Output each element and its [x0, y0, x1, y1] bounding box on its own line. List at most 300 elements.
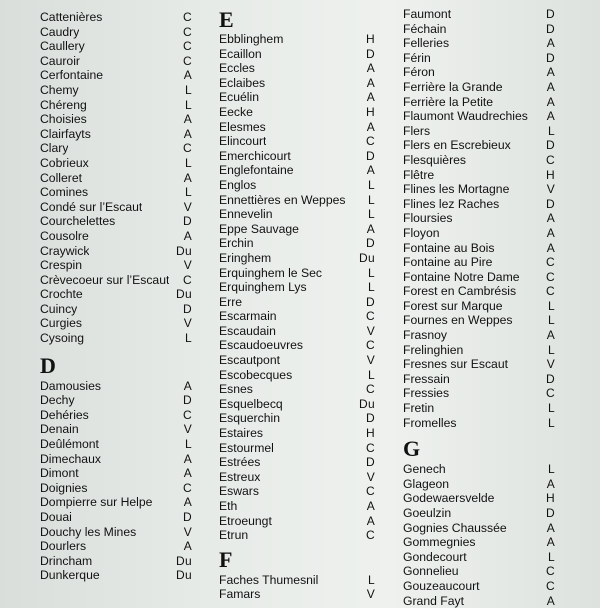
commune-name: Floyon — [403, 225, 440, 240]
commune-entry — [219, 222, 375, 237]
commune-name: Esnes — [219, 382, 253, 397]
district-code: L — [548, 415, 555, 430]
commune-entry — [219, 193, 375, 208]
commune-entry — [219, 32, 375, 47]
district-code: V — [183, 422, 192, 437]
commune-entry — [40, 422, 192, 437]
district-code: L — [185, 437, 192, 452]
commune-entry — [403, 594, 555, 608]
district-code: L — [368, 265, 375, 280]
commune-name: Dourlers — [40, 539, 87, 554]
commune-name: Dimont — [40, 466, 79, 481]
commune-name: Caullery — [40, 39, 85, 54]
commune-name: Dunkerque — [40, 568, 100, 583]
commune-name: Felleries — [403, 36, 450, 51]
district-code: Du — [176, 287, 192, 302]
district-code: D — [366, 236, 375, 251]
commune-name: Crochte — [40, 287, 83, 302]
district-code: A — [546, 476, 555, 491]
district-code: C — [183, 39, 192, 54]
commune-name: Colleret — [40, 170, 82, 185]
commune-name: Crèvecoeur sur l’Escaut — [40, 272, 170, 287]
commune-entry — [219, 528, 375, 543]
district-code: C — [183, 53, 192, 68]
commune-entry — [40, 25, 192, 40]
district-code: L — [185, 97, 192, 112]
district-code: C — [366, 309, 375, 324]
district-code: A — [183, 466, 192, 481]
commune-name: Fromelles — [403, 415, 457, 430]
district-code: V — [366, 587, 375, 602]
district-code: D — [546, 196, 555, 211]
commune-name: Féchain — [403, 21, 447, 36]
commune-entry — [403, 182, 555, 197]
commune-name: Esquelbecq — [219, 396, 283, 411]
district-code: C — [546, 386, 555, 401]
commune-name: Etroeungt — [219, 513, 272, 528]
district-code: A — [183, 126, 192, 141]
commune-entry — [403, 579, 555, 594]
commune-entry — [219, 76, 375, 91]
district-code: Du — [176, 553, 192, 568]
district-code: H — [366, 426, 375, 441]
commune-entry — [403, 416, 555, 431]
commune-entry — [403, 168, 555, 183]
commune-name: Cysoing — [40, 331, 85, 346]
commune-entry — [403, 51, 555, 66]
district-code: L — [548, 462, 555, 477]
commune-name: Eccles — [219, 61, 255, 76]
commune-entry — [40, 258, 192, 273]
commune-name: Condé sur l’Escaut — [40, 199, 143, 214]
commune-name: Choisies — [40, 112, 87, 127]
commune-name: Gondecourt — [403, 549, 467, 564]
commune-entry — [403, 386, 555, 401]
district-code: C — [183, 141, 192, 156]
commune-name: Clary — [40, 141, 69, 156]
commune-name: Flêtre — [403, 167, 435, 182]
commune-name: Grand Fayt — [403, 593, 464, 608]
commune-name: Eecke — [219, 104, 253, 119]
district-code: V — [546, 357, 555, 372]
commune-entry — [403, 521, 555, 536]
district-code: A — [546, 211, 555, 226]
district-code: L — [368, 177, 375, 192]
district-code: D — [546, 138, 555, 153]
district-code: A — [546, 109, 555, 124]
commune-entry — [403, 564, 555, 579]
district-code: H — [366, 104, 375, 119]
commune-entry — [40, 171, 192, 186]
district-code: V — [183, 316, 192, 331]
commune-entry — [40, 98, 192, 113]
commune-entry — [403, 284, 555, 299]
commune-entry — [403, 241, 555, 256]
commune-name: Dehéries — [40, 407, 89, 422]
commune-name: Emerchicourt — [219, 148, 291, 163]
district-code: D — [366, 148, 375, 163]
district-code: L — [548, 123, 555, 138]
commune-entry — [40, 68, 192, 83]
commune-name: Genech — [403, 462, 446, 477]
commune-name: Flers — [403, 123, 431, 138]
commune-name: Ferrière la Grande — [403, 79, 503, 94]
commune-name: Flaumont Waudrechies — [403, 109, 528, 124]
district-code: H — [546, 491, 555, 506]
commune-entry — [403, 477, 555, 492]
commune-name: Erchin — [219, 236, 254, 251]
commune-entry — [40, 331, 192, 346]
district-code: V — [366, 469, 375, 484]
commune-entry — [219, 207, 375, 222]
commune-entry — [403, 357, 555, 372]
commune-entry — [40, 379, 192, 394]
commune-entry — [403, 550, 555, 565]
district-code: C — [183, 10, 192, 24]
district-code: A — [546, 94, 555, 109]
commune-entry — [40, 39, 192, 54]
commune-name: Eswars — [219, 484, 259, 499]
commune-entry — [219, 426, 375, 441]
commune-entry — [40, 287, 192, 302]
district-code: D — [546, 21, 555, 36]
district-code: D — [183, 214, 192, 229]
commune-entry — [403, 343, 555, 358]
commune-entry — [403, 255, 555, 270]
commune-name: Estaires — [219, 426, 264, 441]
district-code: C — [366, 440, 375, 455]
commune-name: Fresnes sur Escaut — [403, 357, 508, 372]
district-code: A — [183, 495, 192, 510]
column-2 — [219, 8, 375, 600]
commune-name: Fontaine Notre Dame — [403, 269, 520, 284]
district-code: A — [546, 65, 555, 80]
commune-entry — [403, 535, 555, 550]
commune-name: Floursies — [403, 211, 453, 226]
district-code: C — [366, 528, 375, 543]
district-code: C — [366, 484, 375, 499]
section-letter-heading: E — [219, 7, 234, 32]
district-code: V — [183, 199, 192, 214]
district-code: A — [546, 535, 555, 550]
commune-name: Eringhem — [219, 250, 272, 265]
district-code: Du — [359, 250, 375, 265]
commune-name: Fournes en Weppes — [403, 313, 513, 328]
district-code: A — [183, 228, 192, 243]
district-code: D — [366, 46, 375, 61]
commune-name: Fressies — [403, 386, 450, 401]
commune-entry — [40, 393, 192, 408]
commune-entry — [219, 178, 375, 193]
commune-entry — [219, 470, 375, 485]
commune-name: Doignies — [40, 480, 88, 495]
district-code: A — [546, 79, 555, 94]
commune-entry — [403, 313, 555, 328]
commune-entry — [40, 302, 192, 317]
commune-name: Flines les Mortagne — [403, 182, 510, 197]
commune-entry — [403, 197, 555, 212]
commune-entry — [219, 368, 375, 383]
commune-name: Escobecques — [219, 367, 293, 382]
district-code: D — [546, 50, 555, 65]
commune-entry — [219, 324, 375, 339]
commune-name: Cauroir — [40, 53, 80, 68]
district-code: A — [183, 112, 192, 127]
commune-entry — [403, 491, 555, 506]
district-code: A — [366, 90, 375, 105]
commune-entry — [40, 437, 192, 452]
district-code: C — [183, 24, 192, 39]
commune-name: Estreux — [219, 469, 261, 484]
commune-entry — [403, 226, 555, 241]
commune-name: Estrées — [219, 455, 261, 470]
commune-entry — [403, 95, 555, 110]
commune-name: Gonnelieu — [403, 564, 459, 579]
district-code: L — [368, 207, 375, 222]
commune-entry — [403, 211, 555, 226]
district-code: V — [183, 524, 192, 539]
commune-entry — [219, 514, 375, 529]
commune-entry — [40, 568, 192, 583]
commune-entry — [403, 138, 555, 153]
commune-name: Eth — [219, 499, 238, 513]
commune-entry — [40, 481, 192, 496]
district-code: L — [368, 572, 375, 587]
commune-name: Gognies Chaussée — [403, 520, 507, 535]
commune-name: Flesquières — [403, 152, 466, 167]
commune-entry — [219, 120, 375, 135]
commune-entry — [40, 10, 192, 25]
column-1 — [40, 10, 192, 600]
commune-entry — [403, 80, 555, 95]
commune-name: Crespin — [40, 258, 82, 273]
district-code: C — [546, 152, 555, 167]
commune-entry — [40, 273, 192, 288]
district-code: L — [185, 331, 192, 346]
commune-name: Ennevelin — [219, 207, 273, 222]
commune-entry — [40, 112, 192, 127]
commune-name: Chéreng — [40, 97, 87, 112]
commune-entry — [219, 573, 375, 588]
district-code: L — [368, 280, 375, 295]
commune-entry — [219, 295, 375, 310]
column-3 — [403, 7, 555, 608]
district-code: D — [546, 506, 555, 520]
commune-name: Fressain — [403, 371, 450, 386]
district-code: C — [546, 578, 555, 593]
district-code: A — [546, 36, 555, 51]
commune-name: Clairfayts — [40, 126, 91, 141]
commune-name: Esquerchin — [219, 411, 280, 426]
commune-name: Douchy les Mines — [40, 524, 137, 539]
district-code: D — [366, 294, 375, 309]
district-code: D — [183, 301, 192, 316]
district-code: A — [366, 75, 375, 90]
commune-name: Féron — [403, 65, 435, 80]
commune-entry — [403, 65, 555, 80]
commune-entry — [403, 462, 555, 477]
commune-entry — [40, 185, 192, 200]
commune-name: Fretin — [403, 401, 435, 416]
district-code: C — [183, 480, 192, 495]
district-code: D — [183, 510, 192, 524]
commune-entry — [40, 495, 192, 510]
commune-name: Cattenières — [40, 10, 103, 24]
commune-entry — [40, 127, 192, 142]
district-code: H — [366, 32, 375, 46]
commune-entry — [219, 90, 375, 105]
district-code: L — [548, 401, 555, 416]
commune-entry — [219, 411, 375, 426]
district-code: D — [546, 7, 555, 21]
commune-entry — [219, 134, 375, 149]
commune-entry — [219, 149, 375, 164]
commune-name: Forest en Cambrésis — [403, 284, 517, 299]
commune-entry — [40, 510, 192, 525]
commune-entry — [219, 309, 375, 324]
commune-name: Erquinghem le Sec — [219, 265, 322, 280]
commune-name: Caudry — [40, 24, 80, 39]
commune-name: Flines lez Raches — [403, 196, 500, 211]
district-code: D — [183, 393, 192, 408]
commune-name: Denain — [40, 422, 79, 437]
commune-entry — [40, 525, 192, 540]
district-code: V — [183, 258, 192, 273]
commune-entry — [40, 200, 192, 215]
commune-name: Escaudain — [219, 323, 276, 338]
district-code: V — [366, 353, 375, 368]
commune-entry — [219, 251, 375, 266]
commune-entry — [403, 153, 555, 168]
commune-entry — [40, 316, 192, 331]
district-code: C — [546, 269, 555, 284]
commune-entry — [40, 244, 192, 259]
commune-name: Ecuélin — [219, 90, 259, 105]
commune-entry — [219, 236, 375, 251]
commune-entry — [40, 83, 192, 98]
commune-name: Glageon — [403, 476, 450, 491]
district-code: D — [366, 411, 375, 426]
commune-entry — [403, 299, 555, 314]
commune-name: Etrun — [219, 528, 249, 543]
district-code: C — [546, 255, 555, 270]
commune-entry — [40, 229, 192, 244]
district-code: A — [366, 61, 375, 76]
commune-name: Forest sur Marque — [403, 298, 503, 313]
district-code: A — [366, 163, 375, 178]
commune-name: Comines — [40, 185, 89, 200]
commune-entry — [219, 266, 375, 281]
commune-name: Douai — [40, 510, 72, 524]
commune-name: Erre — [219, 294, 243, 309]
district-code: A — [546, 240, 555, 255]
commune-name: Cuincy — [40, 301, 78, 316]
commune-name: Gouzeaucourt — [403, 578, 480, 593]
commune-entry — [403, 372, 555, 387]
commune-name: Courchelettes — [40, 214, 116, 229]
commune-name: Escautpont — [219, 353, 280, 368]
district-code: D — [366, 455, 375, 470]
district-code: L — [548, 549, 555, 564]
commune-name: Elesmes — [219, 119, 266, 134]
commune-name: Deûlémont — [40, 437, 99, 452]
commune-name: Ebblinghem — [219, 32, 284, 46]
district-code: Du — [176, 243, 192, 258]
section-letter-heading: D — [40, 352, 56, 378]
commune-entry — [403, 22, 555, 37]
district-code: C — [366, 134, 375, 149]
commune-name: Damousies — [40, 378, 101, 393]
district-code: H — [546, 167, 555, 182]
commune-name: Elincourt — [219, 134, 267, 149]
district-code: C — [366, 338, 375, 353]
district-code: C — [183, 407, 192, 422]
commune-name: Dimechaux — [40, 451, 101, 466]
commune-entry — [40, 539, 192, 554]
commune-name: Ennettières en Weppes — [219, 192, 346, 207]
district-code: L — [185, 155, 192, 170]
commune-name: Dompierre sur Helpe — [40, 495, 153, 510]
commune-entry — [219, 163, 375, 178]
commune-name: Frasnoy — [403, 328, 448, 343]
district-code: Du — [359, 396, 375, 411]
commune-entry — [40, 466, 192, 481]
commune-entry — [219, 455, 375, 470]
district-code: C — [546, 284, 555, 299]
commune-name: Cousolre — [40, 228, 89, 243]
commune-name: Goeulzin — [403, 506, 452, 520]
commune-entry — [219, 47, 375, 62]
commune-entry — [403, 7, 555, 22]
commune-entry — [40, 141, 192, 156]
commune-name: Englefontaine — [219, 163, 294, 178]
commune-name: Erquinghem Lys — [219, 280, 307, 295]
commune-entry — [219, 484, 375, 499]
commune-name: Gommegnies — [403, 535, 476, 550]
commune-entry — [219, 441, 375, 456]
district-code: V — [366, 323, 375, 338]
commune-name: Curgies — [40, 316, 82, 331]
district-code: A — [183, 378, 192, 393]
district-code: L — [185, 82, 192, 97]
commune-entry — [403, 36, 555, 51]
commune-entry — [40, 214, 192, 229]
district-code: L — [548, 342, 555, 357]
commune-entry — [219, 61, 375, 76]
commune-name: Dechy — [40, 393, 75, 408]
section-letter-heading: G — [403, 436, 421, 462]
commune-name: Ferrière la Petite — [403, 94, 494, 109]
commune-entry — [219, 353, 375, 368]
district-code: A — [546, 593, 555, 608]
district-code: A — [183, 68, 192, 83]
commune-name: Chemy — [40, 82, 79, 97]
district-code: Du — [176, 568, 192, 583]
commune-entry — [40, 452, 192, 467]
commune-entry — [219, 382, 375, 397]
commune-name: Faches Thumesnil — [219, 572, 319, 587]
commune-entry — [403, 270, 555, 285]
commune-entry — [219, 397, 375, 412]
commune-name: Englos — [219, 177, 257, 192]
commune-entry — [403, 401, 555, 416]
commune-name: Frelinghien — [403, 342, 464, 357]
commune-name: Escaudoeuvres — [219, 338, 304, 353]
district-code: L — [548, 313, 555, 328]
commune-entry — [40, 554, 192, 569]
commune-entry — [40, 156, 192, 171]
district-code: C — [366, 382, 375, 397]
